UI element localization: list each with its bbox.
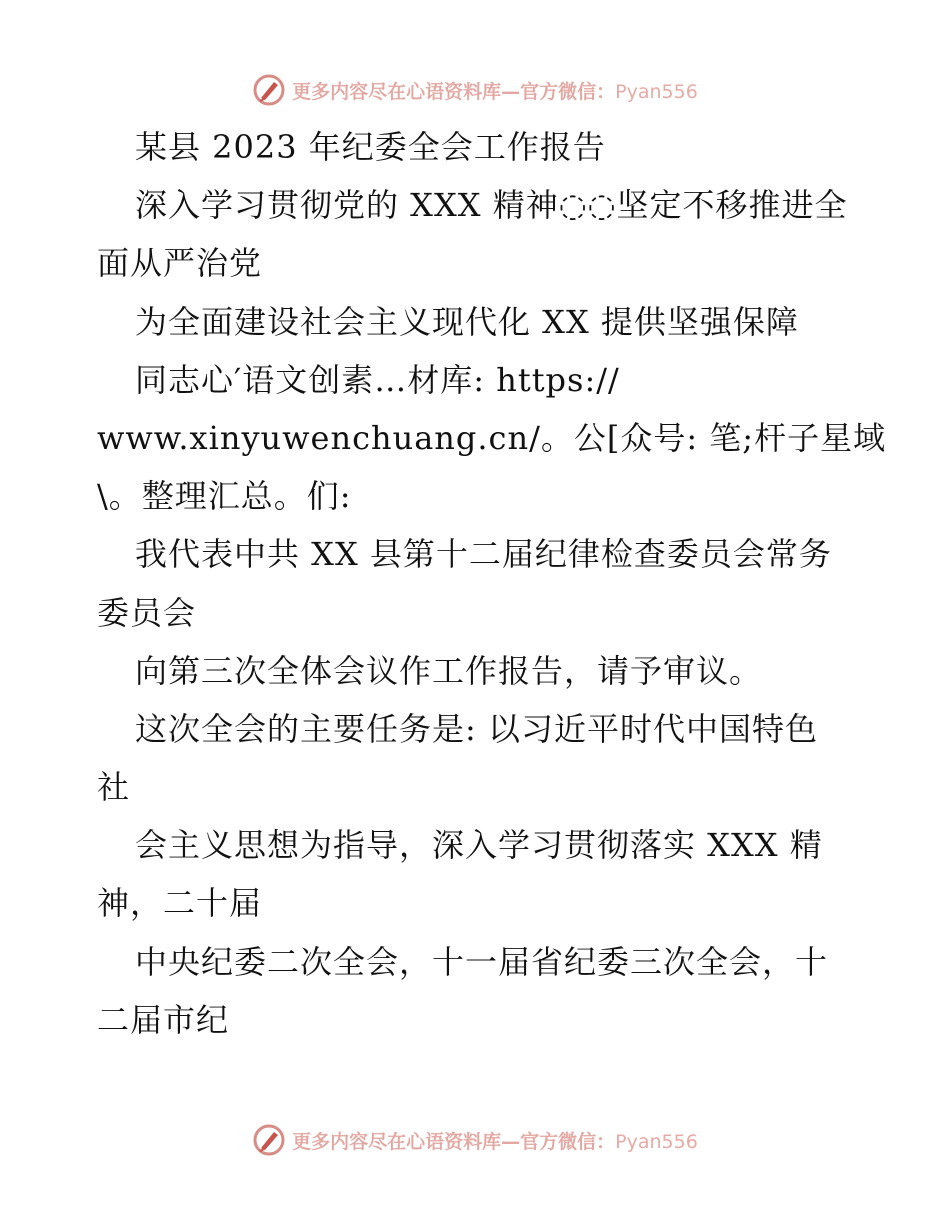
document-line: 某县 2023 年纪委全会工作报告 — [135, 128, 606, 166]
quill-pen-icon — [252, 1123, 286, 1157]
document-line: 同志心′语文创素…材库: https:// — [135, 360, 620, 399]
document-line: 面从严治党 — [97, 244, 263, 283]
document-line: 为全面建设社会主义现代化 XX 提供坚强保障 — [135, 302, 799, 341]
document-line: 会主义思想为指导，深入学习贯彻落实 XXX 精 — [135, 826, 823, 865]
document-line: \。整理汇总。们: — [97, 477, 352, 516]
document-line: 社 — [97, 768, 131, 807]
document-body — [97, 118, 887, 1049]
watermark-text: 更多内容尽在心语资料库—官方微信：Pyan556 — [292, 1130, 698, 1153]
document-line: 深入学习贯彻党的 XXX 精神◌◌坚定不移推进全 — [135, 186, 848, 225]
footer-watermark — [0, 1120, 950, 1160]
document-line: 向第三次全体会议作工作报告，请予审议。 — [135, 651, 763, 690]
quill-pen-icon — [252, 73, 286, 107]
watermark-account: Pyan556 — [615, 1130, 698, 1153]
header-watermark — [0, 70, 950, 110]
watermark-account: Pyan556 — [615, 80, 698, 103]
document-line: 我代表中共 XX 县第十二届纪律检查委员会常务 — [135, 535, 832, 574]
document-line: www.xinyuwenchuang.cn/。公[众号: 笔;杆子星域 — [97, 418, 887, 457]
watermark-text: 更多内容尽在心语资料库—官方微信：Pyan556 — [292, 80, 698, 103]
document-line: 二届市纪 — [97, 1000, 230, 1039]
document-line: 委员会 — [97, 593, 197, 632]
document-line: 这次全会的主要任务是: 以习近平时代中国特色 — [135, 709, 818, 748]
document-line: 神，二十届 — [97, 884, 263, 923]
document-line: 中央纪委二次全会，十一届省纪委三次全会，十 — [135, 942, 829, 981]
